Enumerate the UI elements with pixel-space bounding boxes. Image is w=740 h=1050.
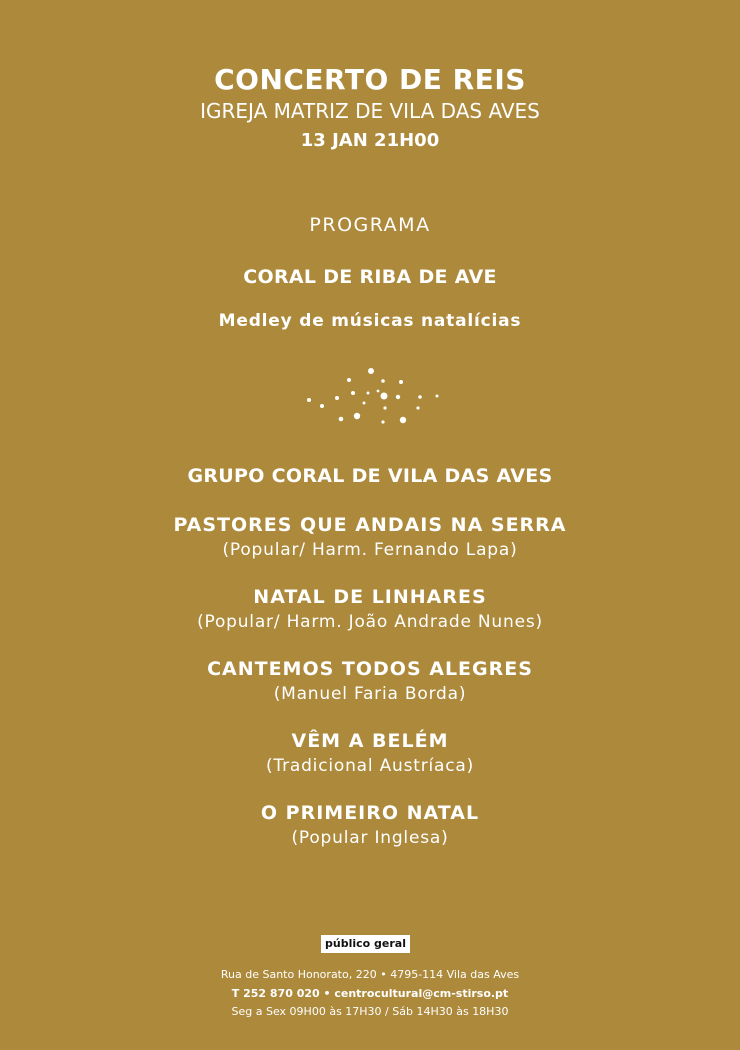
first-choir-name: CORAL DE RIBA DE AVE bbox=[243, 266, 497, 288]
event-title: CONCERTO DE REIS bbox=[214, 63, 526, 96]
piece-title: PASTORES QUE ANDAIS NA SERRA bbox=[173, 514, 567, 536]
footer-contact: T 252 870 020 • centrocultural@cm-stirso.pt bbox=[231, 987, 509, 1000]
dots-constellation-icon bbox=[300, 362, 445, 432]
piece-title: NATAL DE LINHARES bbox=[253, 586, 487, 608]
list-item bbox=[0, 584, 740, 634]
footer-hours: Seg a Sex 09H00 às 17H30 / Sáb 14H30 às 18H30 bbox=[231, 1005, 509, 1018]
piece-credit: (Popular Inglesa) bbox=[291, 828, 449, 848]
list-item bbox=[0, 800, 740, 850]
piece-title: O PRIMEIRO NATAL bbox=[260, 802, 480, 824]
program-heading: PROGRAMA bbox=[309, 214, 431, 236]
second-choir-name: GRUPO CORAL DE VILA DAS AVES bbox=[187, 465, 553, 487]
piece-title: CANTEMOS TODOS ALEGRES bbox=[207, 658, 533, 680]
list-item bbox=[0, 728, 740, 778]
publico-geral-logo: público geral bbox=[321, 935, 410, 953]
piece-credit: (Manuel Faria Borda) bbox=[273, 684, 467, 704]
piece-title: VÊM A BELÉM bbox=[291, 730, 449, 752]
piece-credit: (Tradicional Austríaca) bbox=[265, 756, 475, 776]
event-datetime: 13 JAN 21H00 bbox=[300, 130, 440, 151]
piece-list bbox=[0, 512, 740, 872]
piece-credit: (Popular/ Harm. João Andrade Nunes) bbox=[197, 612, 543, 632]
list-item bbox=[0, 512, 740, 562]
first-choir-piece: Medley de músicas natalícias bbox=[218, 311, 522, 331]
list-item bbox=[0, 656, 740, 706]
footer-address: Rua de Santo Honorato, 220 • 4795-114 Vila das Aves bbox=[220, 968, 520, 981]
event-venue: IGREJA MATRIZ DE VILA DAS AVES bbox=[200, 99, 540, 123]
piece-credit: (Popular/ Harm. Fernando Lapa) bbox=[222, 540, 518, 560]
